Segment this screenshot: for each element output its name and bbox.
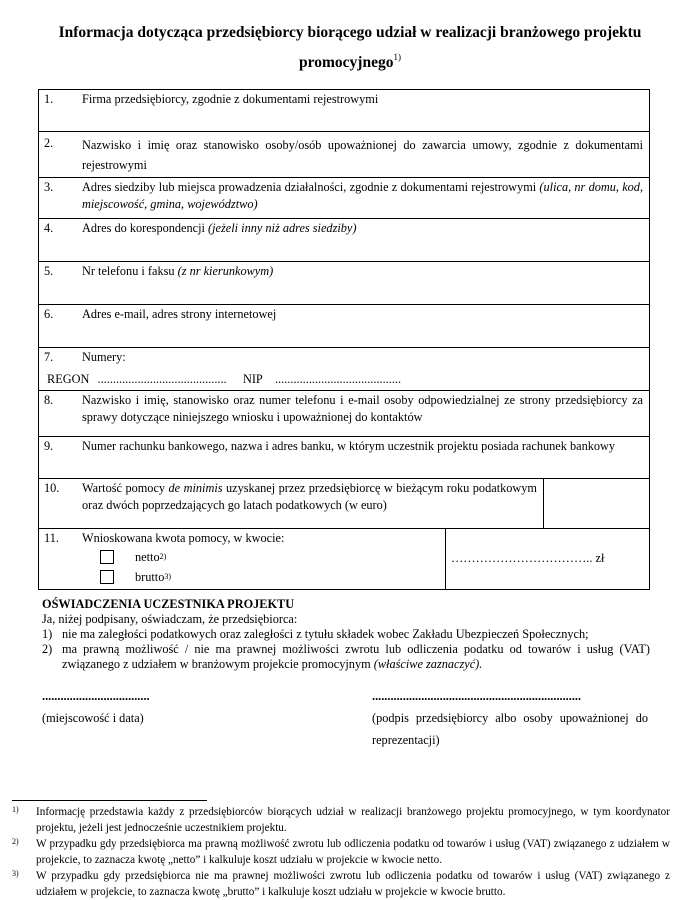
footnote-number: 3) bbox=[12, 869, 19, 878]
footnote-text: W przypadku gdy przedsiębiorca ma prawną możliwość zwrotu lub odliczenia podatku od towarów i usług (VAT) związanego z udziałem w projekcie, to zaznacza kwotę „netto” i kalkuluje koszt udziału w projekcie w kwocie netto. bbox=[36, 838, 670, 866]
brutto-checkbox[interactable] bbox=[100, 570, 114, 584]
field-registry-numbers[interactable] bbox=[39, 348, 650, 391]
row-label-text-cont: uzyskanej przez przedsiębiorcę w bieżącym roku podatkowym oraz dwóch poprzedzających go latach podatkowych (w euro) bbox=[82, 481, 537, 512]
regon-label: REGON bbox=[47, 372, 90, 386]
field-authorized-persons[interactable] bbox=[39, 132, 650, 178]
footnote-2 bbox=[12, 836, 670, 868]
form-row-7 bbox=[39, 348, 650, 391]
footnote-1 bbox=[12, 804, 670, 836]
de-minimis-value-input[interactable] bbox=[544, 479, 650, 529]
field-bank-account[interactable] bbox=[39, 437, 650, 479]
field-correspondence-address[interactable] bbox=[39, 219, 650, 262]
brutto-label: brutto bbox=[135, 569, 165, 584]
form-row-6 bbox=[39, 305, 650, 348]
signature-line[interactable]: .................................................................... bbox=[372, 689, 582, 703]
item-text: nie ma zaległości podatkowych oraz zaległości z tytułu składek wobec Zakładu Ubezpieczeń Społecznych; bbox=[62, 627, 589, 641]
row-number: 3. bbox=[44, 180, 54, 194]
footnote-number: 1) bbox=[12, 805, 19, 814]
declaration-item-1 bbox=[42, 627, 650, 642]
netto-label: netto bbox=[135, 549, 160, 564]
row-number: 4. bbox=[44, 221, 54, 235]
row-label-text: Adres siedziby lub miejsca prowadzenia działalności, zgodnie z dokumentami rejestrowymi bbox=[82, 180, 537, 194]
row-number: 8. bbox=[44, 393, 54, 407]
row-label: Numery: bbox=[82, 350, 126, 364]
title-footnote-ref: 1) bbox=[393, 52, 401, 62]
document-title bbox=[40, 20, 660, 75]
regon-nip-line bbox=[44, 371, 643, 388]
row-label-text: Nr telefonu i faksu bbox=[82, 264, 175, 278]
row-label bbox=[82, 263, 643, 280]
item-text-hint: (właściwe zaznaczyć). bbox=[373, 657, 483, 671]
place-date-caption: (miejscowość i data) bbox=[42, 711, 144, 725]
row-label: Wnioskowana kwota pomocy, w kwocie: bbox=[82, 531, 285, 545]
form-row-2 bbox=[39, 132, 650, 178]
declaration-item-2 bbox=[42, 642, 650, 672]
field-email-website[interactable] bbox=[39, 305, 650, 348]
field-company-name[interactable] bbox=[39, 90, 650, 132]
form-row-5 bbox=[39, 262, 650, 305]
de-minimis-label-cell bbox=[39, 479, 544, 529]
field-contact-person[interactable] bbox=[39, 391, 650, 437]
row-label-hint: (ulica, nr domu, kod, miejscowość, gmina, województwo) bbox=[82, 180, 644, 211]
form-row-3 bbox=[39, 178, 650, 219]
row-label bbox=[82, 480, 537, 514]
row-number: 1. bbox=[44, 92, 54, 106]
declarations-title: OŚWIADCZENIA UCZESTNIKA PROJEKTU bbox=[42, 597, 295, 611]
entrepreneur-signature bbox=[372, 686, 648, 750]
field-phone-fax[interactable] bbox=[39, 262, 650, 305]
form-row-10 bbox=[39, 479, 650, 529]
form-row-1 bbox=[39, 90, 650, 132]
row-number: 11. bbox=[44, 531, 59, 545]
footnote-number: 2) bbox=[12, 837, 19, 846]
row-label bbox=[82, 220, 643, 237]
row-label: Adres e-mail, adres strony internetowej bbox=[82, 307, 277, 321]
row-number: 10. bbox=[44, 481, 60, 495]
signature-caption-line1: (podpis przedsiębiorcy albo osoby upoważnionej do bbox=[372, 711, 648, 725]
signature-caption-line2: reprezentacji) bbox=[372, 733, 440, 747]
footnote-text: Informację przedstawia każdy z przedsiębiorców biorących udział w realizacji branżowego projektu promocyjnego, w tym koordynator projektu, jeżeli jest jednocześnie uczestnikiem projektu. bbox=[36, 806, 670, 834]
item-text-main: ma prawną możliwość / nie ma prawnej możliwości zwrotu lub odliczenia podatku od towarów i usług (VAT) związanego z udziałem w branżowym projekcie promocyjnym bbox=[62, 642, 650, 671]
nip-label: NIP bbox=[242, 372, 263, 386]
row-number: 5. bbox=[44, 264, 54, 278]
row-number: 9. bbox=[44, 439, 54, 453]
option-brutto: brutto 3) bbox=[100, 567, 439, 587]
row-number: 6. bbox=[44, 307, 54, 321]
item-text bbox=[62, 642, 650, 672]
row-label: Firma przedsiębiorcy, zgodnie z dokumentami rejestrowymi bbox=[82, 92, 379, 106]
row-label-text: Wartość pomocy bbox=[82, 481, 166, 495]
row-label-italic: de minimis bbox=[168, 481, 223, 495]
option-netto: netto 2) bbox=[100, 547, 439, 567]
participant-declarations bbox=[42, 597, 650, 672]
row-label-hint: (jeżeli inny niż adres siedziby) bbox=[208, 221, 357, 235]
row-label-text: Adres do korespondencji bbox=[82, 221, 205, 235]
footnote-text: W przypadku gdy przedsiębiorca nie ma prawnej możliwości zwrotu lub odliczenia podatku od towarów i usług (VAT) związanego z udziałem w projekcie, to zaznacza kwotę „brutto” i kalkuluje koszt udziału w projekcie w kwocie brutto. bbox=[36, 870, 670, 898]
declarations-intro: Ja, niżej podpisany, oświadczam, że przedsiębiorca: bbox=[42, 612, 298, 626]
title-text: Informacja dotycząca przedsiębiorcy biorącego udział w realizacji branżowego projektu promocyjnego bbox=[58, 24, 642, 71]
nip-input[interactable]: ......................................... bbox=[275, 372, 402, 386]
footnote-3 bbox=[12, 868, 670, 900]
row-label-hint: (z nr kierunkowym) bbox=[177, 264, 274, 278]
form-row-11 bbox=[39, 529, 650, 590]
row-number: 2. bbox=[44, 136, 54, 150]
form-row-4 bbox=[39, 219, 650, 262]
amount-placeholder: …………………………….. zł bbox=[451, 551, 605, 565]
requested-amount-label-cell bbox=[39, 529, 446, 590]
form-row-9 bbox=[39, 437, 650, 479]
row-label: Nazwisko i imię, stanowisko oraz numer telefonu i e-mail osoby odpowiedzialnej ze strony przedsiębiorcy za sprawy dotyczące niniejszego wniosku i upoważnionej do kontaktów bbox=[82, 393, 644, 424]
row-label: Numer rachunku bankowego, nazwa i adres banku, w którym uczestnik projektu posiada rachunek bankowy bbox=[82, 439, 616, 453]
applicant-form-table bbox=[38, 89, 650, 590]
footnotes bbox=[12, 804, 670, 900]
form-row-8 bbox=[39, 391, 650, 437]
requested-amount-input[interactable] bbox=[446, 529, 650, 590]
row-label bbox=[82, 179, 643, 213]
regon-input[interactable]: .......................................... bbox=[97, 372, 227, 386]
place-date-signature bbox=[42, 686, 150, 728]
footnote-separator bbox=[12, 800, 207, 801]
item-number: 2) bbox=[42, 642, 53, 656]
field-registered-address[interactable] bbox=[39, 178, 650, 219]
row-label: Nazwisko i imię oraz stanowisko osoby/osób upoważnionej do zawarcia umowy, zgodnie z dokumentami rejestrowymi bbox=[82, 138, 644, 172]
row-number: 7. bbox=[44, 350, 54, 364]
item-number: 1) bbox=[42, 627, 53, 641]
place-date-line[interactable]: ................................... bbox=[42, 689, 150, 703]
netto-checkbox[interactable] bbox=[100, 550, 114, 564]
